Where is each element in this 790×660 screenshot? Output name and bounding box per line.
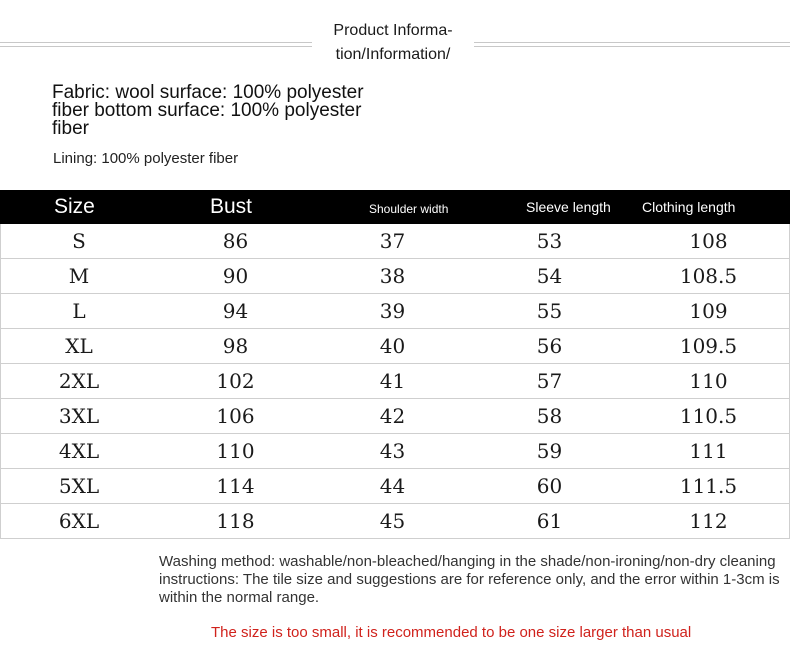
size-advice-note: The size is too small, it is recommended to be one size larger than usual (211, 624, 692, 641)
cell-size: 2XL (58, 369, 100, 393)
table-row (1, 469, 789, 504)
cell-bust: 94 (222, 299, 249, 323)
cell-shoulder-width: 42 (379, 404, 406, 428)
washing-instructions: Washing method: washable/non-bleached/hanging in the shade/non-ironing/non-dry cleaning instructions: The tile size and suggestions are for reference only, and the error within 1-3cm is within the normal range. (159, 553, 780, 606)
cell-clothing-length: 110 (689, 369, 728, 393)
cell-sleeve-length: 59 (536, 439, 563, 463)
table-row (1, 434, 789, 469)
cell-size: XL (65, 334, 93, 358)
cell-sleeve-length: 61 (536, 509, 563, 533)
cell-sleeve-length: 54 (536, 264, 563, 288)
cell-clothing-length: 111 (689, 439, 728, 463)
cell-clothing-length: 109.5 (679, 334, 738, 358)
cell-bust: 90 (222, 264, 249, 288)
cell-bust: 98 (222, 334, 249, 358)
cell-size: S (72, 229, 86, 253)
cell-shoulder-width: 37 (379, 229, 406, 253)
table-row (1, 504, 789, 539)
cell-shoulder-width: 44 (379, 474, 406, 498)
table-header (0, 190, 790, 224)
table-row (1, 294, 789, 329)
table-row (1, 399, 789, 434)
cell-shoulder-width: 41 (379, 369, 406, 393)
cell-size: 5XL (58, 474, 100, 498)
cell-size: 3XL (58, 404, 100, 428)
cell-shoulder-width: 43 (379, 439, 406, 463)
cell-sleeve-length: 55 (536, 299, 563, 323)
table-row (1, 329, 789, 364)
cell-bust: 114 (216, 474, 255, 498)
section-title (312, 19, 474, 71)
column-header-clothing-length: Clothing length (642, 199, 736, 215)
table-row (1, 259, 789, 294)
fabric-info: Fabric: wool surface: 100% polyester fiber bottom surface: 100% polyester fiber (52, 82, 364, 139)
cell-clothing-length: 110.5 (679, 404, 738, 428)
section-title-line: Product Informa- (333, 22, 453, 39)
lining-info: Lining: 100% polyester fiber (53, 150, 239, 167)
cell-sleeve-length: 57 (536, 369, 563, 393)
cell-size: M (68, 264, 90, 288)
column-header-size: Size (54, 195, 95, 218)
cell-shoulder-width: 39 (379, 299, 406, 323)
cell-bust: 110 (216, 439, 255, 463)
cell-bust: 106 (216, 404, 255, 428)
cell-bust: 102 (216, 369, 255, 393)
column-header-shoulder-width: Shoulder width (369, 202, 449, 216)
cell-sleeve-length: 56 (536, 334, 563, 358)
cell-bust: 86 (222, 229, 249, 253)
cell-size: L (72, 299, 86, 323)
cell-sleeve-length: 60 (536, 474, 563, 498)
table-row (1, 224, 789, 259)
cell-size: 6XL (58, 509, 100, 533)
cell-size: 4XL (58, 439, 100, 463)
column-header-sleeve-length: Sleeve length (526, 199, 611, 215)
cell-sleeve-length: 58 (536, 404, 563, 428)
cell-clothing-length: 109 (689, 299, 728, 323)
cell-shoulder-width: 40 (379, 334, 406, 358)
cell-bust: 118 (216, 509, 255, 533)
cell-clothing-length: 108.5 (679, 264, 738, 288)
cell-sleeve-length: 53 (536, 229, 563, 253)
column-header-bust: Bust (210, 195, 253, 218)
cell-clothing-length: 108 (689, 229, 728, 253)
cell-shoulder-width: 45 (379, 509, 406, 533)
size-table (0, 190, 790, 539)
table-row (1, 364, 789, 399)
section-title-line: tion/Information/ (335, 46, 451, 63)
cell-clothing-length: 111.5 (679, 474, 738, 498)
cell-shoulder-width: 38 (379, 264, 406, 288)
cell-clothing-length: 112 (689, 509, 728, 533)
table-body (0, 224, 790, 539)
